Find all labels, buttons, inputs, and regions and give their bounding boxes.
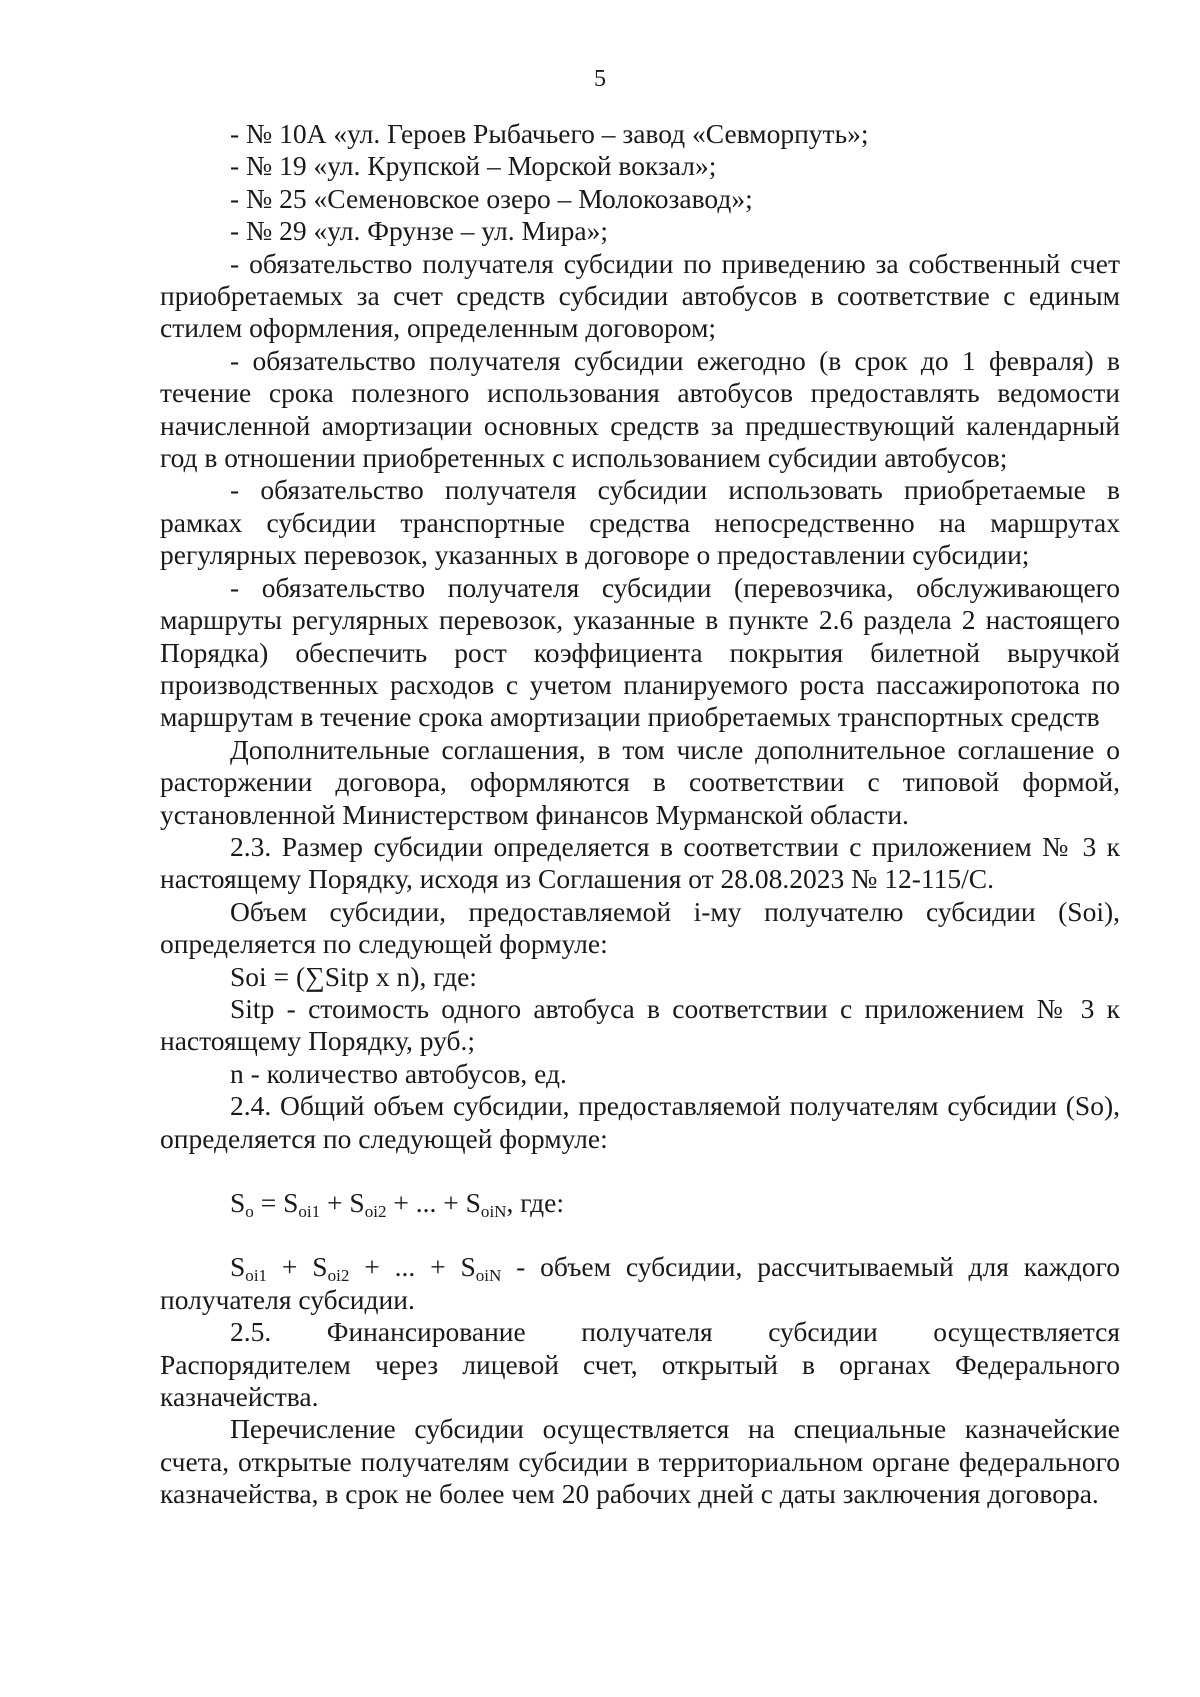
so-formula: $S_o = S_{oi1} + S_{oi2}$ + ... + $S_{oiN}$, где: bbox=[230, 1187, 564, 1222]
obligation-paragraph: - обязательство получателя субсидии ежегодно (в срок до 1 февраля) в течение срока полезного использования автобусов предоставлять ведомости начисленной амортизации основных средств за предшествующий календарный год в отношении приобретенных с использованием субсидии автобусов; bbox=[160, 344, 1120, 474]
obligation-paragraph: - обязательство получателя субсидии по приведению за собственный счет приобретаемых за счет средств субсидии автобусов в соответствие с единым стилем оформления, определенным договором; bbox=[160, 247, 1120, 344]
section-2-5-paragraph: 2.5. Финансирование получателя субсидии осуществляется Распорядителем через лицевой счет, открытый в органах Федерального казначейства. bbox=[160, 1316, 1120, 1413]
n-definition: n - количество автобусов, ед. bbox=[230, 1057, 567, 1089]
obligation-paragraph: - обязательство получателя субсидии (перевозчика, обслуживающего маршруты регулярных перевозок, указанные в пункте 2.6 раздела 2 настоящего Порядка) обеспечить рост коэффициента покрытия билетной выручкой производственных расходов с учетом планируемого роста пассажиропотока по маршрутам в течение срока амортизации приобретаемых транспортных средств bbox=[160, 571, 1120, 733]
transfer-paragraph: Перечисление субсидии осуществляется на специальные казначейские счета, открытые получателям субсидии в территориальном органе федерального казначейства, в срок не более чем 20 рабочих дней с даты заключения договора. bbox=[160, 1413, 1120, 1510]
route-item: - № 19 «ул. Крупской – Морской вокзал»; bbox=[230, 150, 717, 182]
document-body bbox=[160, 118, 1120, 1511]
route-item: - № 25 «Семеновское озеро – Молокозавод»; bbox=[230, 182, 753, 214]
additional-agreements-paragraph: Дополнительные соглашения, в том числе дополнительное соглашение о расторжении договора, оформляются в соответствии с типовой формой, установленной Министерством финансов Мурманской области. bbox=[160, 733, 1120, 830]
section-2-4-paragraph: 2.4. Общий объем субсидии, предоставляемой получателям субсидии (So), определяется по следующей формуле: bbox=[160, 1090, 1120, 1154]
obligation-paragraph: - обязательство получателя субсидии использовать приобретаемые в рамках субсидии транспортные средства непосредственно на маршрутах регулярных перевозок, указанных в договоре о предоставлении субсидии; bbox=[160, 474, 1120, 571]
sitp-definition: Sitp - стоимость одного автобуса в соответствии с приложением № 3 к настоящему Порядку, руб.; bbox=[160, 992, 1120, 1057]
route-item: - № 10А «ул. Героев Рыбачьего – завод «Севморпуть»; bbox=[230, 118, 869, 149]
soi-formula: Soi = (∑Sitp x n), где: bbox=[230, 960, 477, 992]
so-sum-definition: $S_{oi1} + S_{oi2}$ + ... + $S_{oiN}$ - объем субсидии, рассчитываемый для каждого получателя субсидии. bbox=[160, 1251, 1120, 1315]
section-2-3-paragraph: 2.3. Размер субсидии определяется в соответствии с приложением № 3 к настоящему Порядку, исходя из Соглашения от 28.08.2023 № 12-115/С. bbox=[160, 830, 1120, 895]
volume-intro-paragraph: Объем субсидии, предоставляемой i-му получателю субсидии (Soi), определяется по следующей формуле: bbox=[160, 895, 1120, 960]
route-item: - № 29 «ул. Фрунзе – ул. Мира»; bbox=[230, 215, 608, 247]
page-number: 5 bbox=[594, 66, 606, 92]
